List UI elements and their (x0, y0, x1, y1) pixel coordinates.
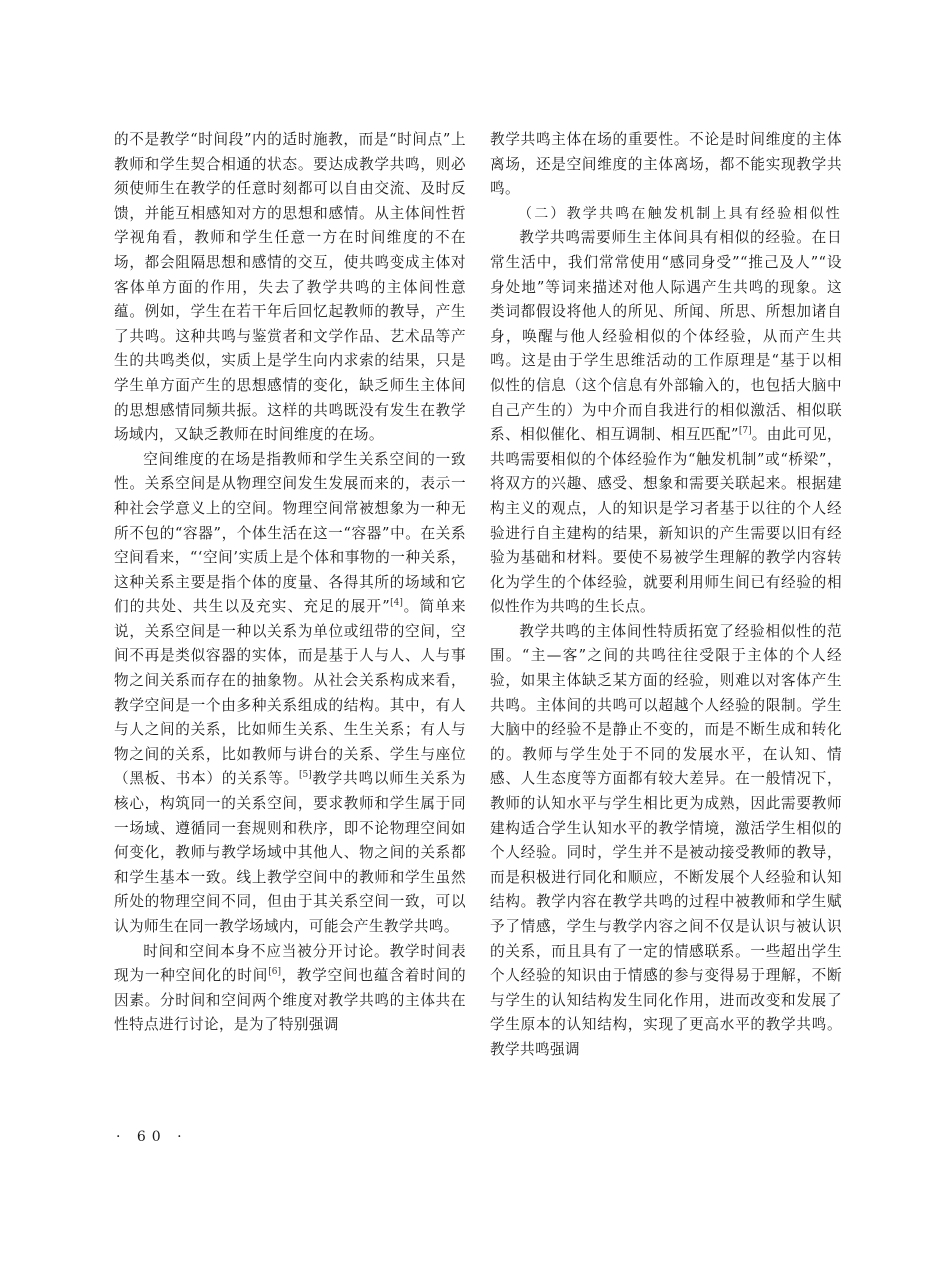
paragraph (114, 940, 466, 1038)
left-column (114, 128, 466, 1038)
paragraph (490, 620, 842, 1063)
citation-ref: [5] (299, 770, 312, 781)
paragraph (490, 128, 842, 202)
paragraph-text: 教学共鸣以师生关系为核心，构筑同一的关系空间，要求教师和学生属于同一场域、遵循同一套规则和秩序，即不论物理空间如何变化，教师与教学场域中其他人、物之间的关系都和学生基本一致。线上教学空间中的教师和学生虽然所处的物理空间不同，但由于其关系空间一致，可以认为师生在同一教学场域内，可能会产生教学共鸣。 (114, 770, 466, 935)
paragraph (490, 226, 842, 620)
paragraph-text: 空间维度的在场是指教师和学生关系空间的一致性。关系空间是从物理空间发生发展而来的，表示一种社会学意义上的空间。物理空间常被想象为一种无所不包的“容器”，个体生活在这一“容器”中。在关系空间看来，“‘空间’实质上是个体和事物的一种关系，这种关系主要是指个体的度量、各得其所的场域和它们的共处、共生以及充实、充足的展开” (114, 450, 466, 616)
paragraph-text: 。简单来说，关系空间是一种以关系为单位或纽带的空间，空间不再是类似容器的实体，而是基于人与人、人与事物之间关系而存在的抽象物。从社会关系构成来看，教学空间是一个由多种关系组成的结构。其中，有人与人之间的关系，比如师生关系、生生关系；有人与物之间的关系，比如教师与讲台的关系、学生与座位（黑板、书本）的关系等。 (114, 598, 466, 788)
paragraph-text: ，教学空间也蕴含着时间的因素。分时间和空间两个维度对教学共鸣的主体共在性特点进行讨论，是为了特别强调 (114, 967, 466, 1034)
paragraph-text: 时间和空间本身不应当被分开讨论。教学时间表现为一种空间化的时间 (114, 942, 466, 985)
section-heading (490, 202, 842, 227)
paragraph (114, 448, 466, 940)
paragraph (114, 128, 466, 448)
citation-ref: [6] (268, 967, 281, 978)
paragraph-text: （二）教学共鸣在触发机制上具有经验相似性 (518, 205, 842, 222)
paragraph-text: 教学共鸣主体在场的重要性。不论是时间维度的主体离场，还是空间维度的主体离场，都不能实现教学共鸣。 (490, 131, 842, 198)
paragraph-text: 教学共鸣需要师生主体间具有相似的经验。在日常生活中，我们常常使用“感同身受”“推己及人”“设身处地”等词来描述对他人际遇产生共鸣的现象。这类词都假设将他人的所见、所闻、所思、所想加诸自身，唤醒与他人经验相似的个体经验，从而产生共鸣。这是由于学生思维活动的工作原理是“基于以相似性的信息（这个信息有外部输入的，也包括大脑中自己产生的）为中介而自我进行的相似激活、相似联系、相似催化、相互调制、相互匹配” (490, 229, 842, 444)
page-number: · 60 · (116, 1129, 188, 1145)
paragraph-text: 的不是教学“时间段”内的适时施教，而是“时间点”上教师和学生契合相通的状态。要达成教学共鸣，则必须使师生在教学的任意时刻都可以自由交流、及时反馈，并能互相感知对方的思想和感情。从主体间性哲学视角看，教师和学生任意一方在时间维度的不在场，都会阻隔思想和感情的交互，使共鸣变成主体对客体单方面的作用，失去了教学共鸣的主体间性意蕴。例如，学生在若干年后回忆起教师的教导，产生了共鸣。这种共鸣与鉴赏者和文学作品、艺术品等产生的共鸣类似，实质上是学生向内求索的结果，只是学生单方面产生的思想感情的变化，缺乏师生主体间的思想感情同频共振。这样的共鸣既没有发生在教学场域内，又缺乏教师在时间维度的在场。 (114, 131, 466, 444)
paragraph-text: 。由此可见，共鸣需要相似的个体经验作为“触发机制”或“桥梁”，将双方的兴趣、感受、想象和需要关联起来。根据建构主义的观点，人的知识是学习者基于以往的个人经验进行自主建构的结果，新知识的产生需要以旧有经验为基础和材料。要使不易被学生理解的教学内容转化为学生的个体经验，就要利用师生间已有经验的相似性作为共鸣的生长点。 (490, 426, 843, 616)
citation-ref: [4] (390, 598, 403, 609)
right-column (490, 128, 842, 1063)
paragraph-text: 教学共鸣的主体间性特质拓宽了经验相似性的范围。“主—客”之间的共鸣往往受限于主体的个人经验，如果主体缺乏某方面的经验，则难以对客体产生共鸣。主体间的共鸣可以超越个人经验的限制。学生大脑中的经验不是静止不变的，而是不断生成和转化的。教师与学生处于不同的发展水平，在认知、情感、人生态度等方面都有较大差异。在一般情况下，教师的认知水平与学生相比更为成熟，因此需要教师建构适合学生认知水平的教学情境，激活学生相似的个人经验。同时，学生并不是被动接受教师的教导，而是积极进行同化和顺应，不断发展个人经验和认知结构。教学内容在教学共鸣的过程中被教师和学生赋予了情感，学生与教学内容之间不仅是认识与被认识的关系，而且具有了一定的情感联系。一些超出学生个人经验的知识由于情感的参与变得易于理解，不断与学生的认知结构发生同化作用，进而改变和发展了学生原本的认知结构，实现了更高水平的教学共鸣。教学共鸣强调 (490, 622, 842, 1058)
citation-ref: [7] (738, 426, 752, 437)
